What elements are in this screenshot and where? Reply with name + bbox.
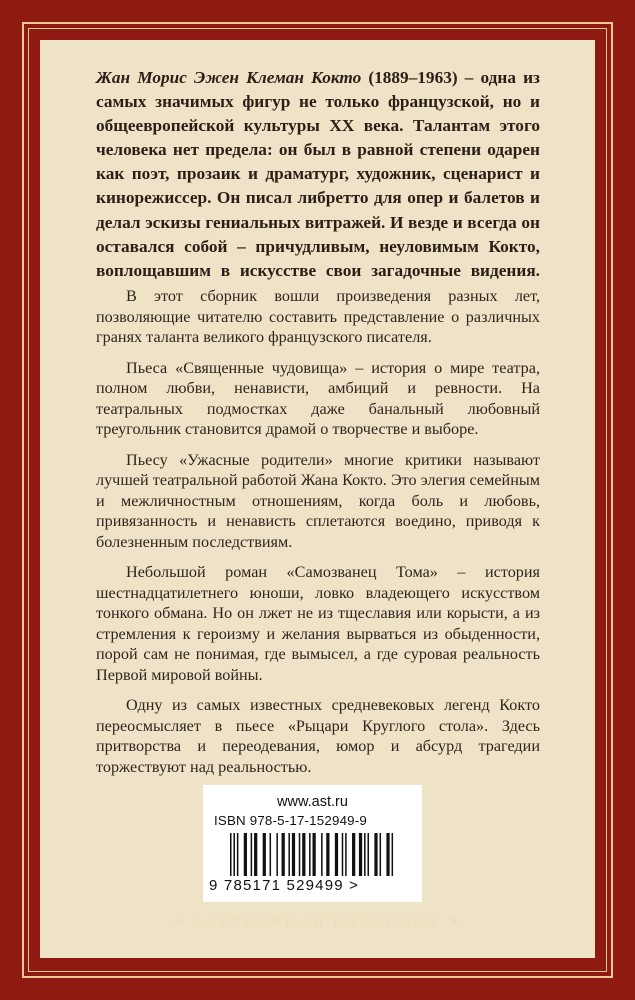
barcode-bar [251,833,253,876]
barcode-bar [288,833,290,876]
barcode-bar [299,833,301,876]
paragraph-sacred-monsters: Пьеса «Священные чудовища» – история о мире театра, полном любви, ненависти, амбиций и ревности. На театральных подмостках даже банальный любовный треугольник становится драмой о творчестве и выборе. [96,358,540,438]
barcode-bar [233,833,235,876]
ornament-right-icon: ❧ [447,914,464,930]
barcode-bar [345,833,347,876]
barcode-bar [237,833,239,876]
ornament-left-icon: ❧ [171,914,188,930]
barcode-bars [230,833,395,876]
barcode-bar [309,833,311,876]
barcode-bar [392,833,394,876]
barcode-bar [386,833,389,876]
paragraph-intro: В этот сборник вошли произведения разных лет, позволяющие читателю составить представление о различных гранях таланта великого французского писателя. [96,287,540,346]
barcode-bar [380,833,382,876]
barcode-block [203,785,422,902]
barcode-bar [364,833,366,876]
barcode-bar [326,833,329,876]
barcode-bar [282,833,285,876]
barcode-bar [342,833,344,876]
barcode-bar [374,833,377,876]
barcode-bar [276,833,278,876]
series-title [40,912,595,931]
ean-digits: 9 785171 529499 > [209,877,360,894]
barcode-bar [244,833,247,876]
author-name: Жан Морис Эжен Клеман Кокто [96,68,362,87]
annotation-text [96,286,540,787]
series-label: ЗАРУБЕЖНАЯ КЛАССИКА [194,914,441,930]
author-bio [96,66,540,283]
barcode-bar [313,833,316,876]
barcode-bar [263,833,266,876]
barcode-bar [335,833,338,876]
barcode-bar [230,833,232,876]
paragraph-round-table: Одну из самых известных средневековых легенд Кокто переосмысляет в пьесе «Рыцари Круглого стола». Здесь притворства и переодевания, юмор и абсурд трагедии торжествуют над реальностью. [96,696,540,776]
barcode-bar [270,833,272,876]
barcode-bar [302,833,305,876]
author-bio-text: (1889–1963) – одна из самых значимых фигур не только французской, но и общеевропейской культуры XX века. Талантам этого человека нет предела: он был в равной степени одарен как поэт, прозаик и драматург, художник, сценарист и кинорежиссер. Он писал либретто для опер и балетов и делал эскизы гениальных витражей. И везде и всегда он оставался собой – причудливым, неуловимым Кокто, воплощавшим в искусстве свои загадочные видения. [96,68,540,280]
publisher-website: www.ast.ru [277,794,348,810]
barcode-bar [368,833,370,876]
barcode-bar [321,833,323,876]
isbn-label: ISBN 978-5-17-152949-9 [214,813,367,828]
paragraph-thomas-impostor: Небольшой роман «Самозванец Тома» – история шестнадцатилетнего юноши, ловко владеющего искусством тонкого обмана. Но он лжет не из тщеславия или корысти, а из стремления к героизму и желания вырваться из обыденности, порой сам не понимая, где вымысел, а где суровая реальность Первой мировой войны. [96,563,540,684]
barcode-bar [359,833,362,876]
paragraph-terrible-parents: Пьесу «Ужасные родители» многие критики называют лучшей театральной работой Жана Кокто. Это элегия семейным и межличностным отношениям, когда боль и любовь, привязанность и ненависть сплетаются воедино, приводя к болезненным последствиям. [96,450,540,551]
barcode-bar [292,833,295,876]
barcode-bar [254,833,257,876]
barcode-bar [352,833,355,876]
